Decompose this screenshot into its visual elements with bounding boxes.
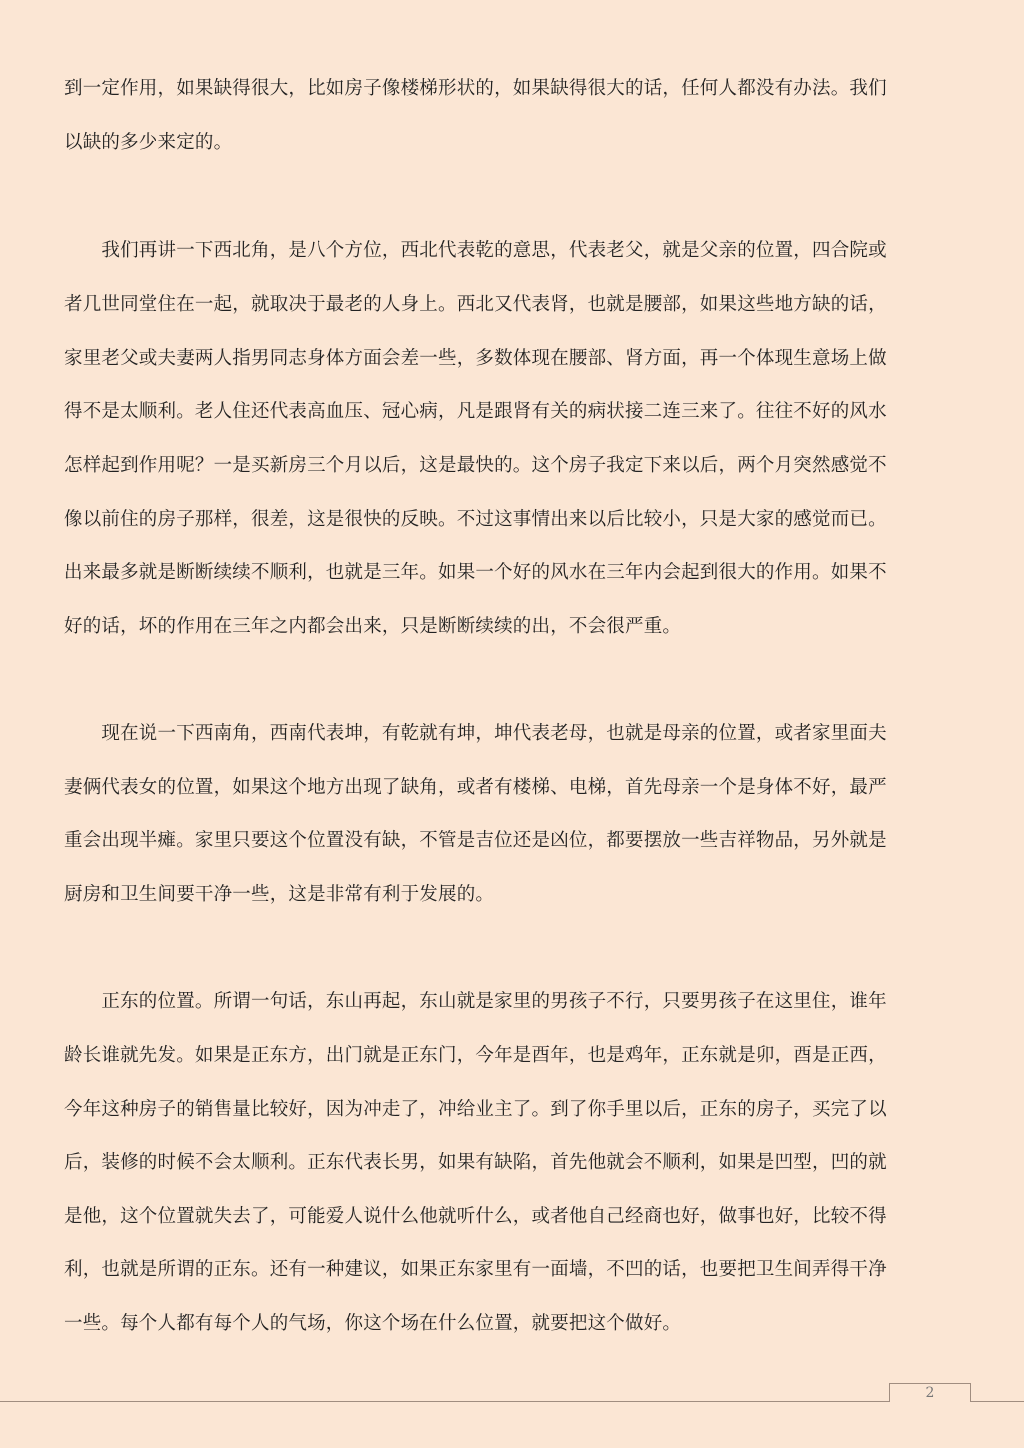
paragraph-2-line-1: 我们再讲一下西北角，是八个方位，西北代表乾的意思，代表老父，就是父亲的位置，四合院或 <box>64 240 887 261</box>
paragraph-4-line-7: 一些。每个人都有每个人的气场，你这个场在什么位置，就要把这个做好。 <box>64 1313 682 1334</box>
page-number: 2 <box>889 1383 971 1402</box>
paragraph-3-line-3: 重会出现半瘫。家里只要这个位置没有缺，不管是吉位还是凶位，都要摆放一些吉祥物品，另外就是 <box>64 830 887 851</box>
paragraph-4-line-1: 正东的位置。所谓一句话，东山再起，东山就是家里的男孩子不行，只要男孩子在这里住，谁年 <box>64 991 887 1012</box>
paragraph-3-line-2: 妻俩代表女的位置，如果这个地方出现了缺角，或者有楼梯、电梯，首先母亲一个是身体不好，最严 <box>64 777 887 798</box>
paragraph-2-line-4: 得不是太顺利。老人住还代表高血压、冠心病，凡是跟肾有关的病状接二连三来了。往往不好的风水 <box>64 401 887 422</box>
footer-rule <box>0 1401 1024 1402</box>
paragraph-1-line-2: 以缺的多少来定的。 <box>64 132 233 153</box>
paragraph-4-line-5: 是他，这个位置就失去了，可能爱人说什么他就听什么，或者他自己经商也好，做事也好，比较不得 <box>64 1206 887 1227</box>
paragraph-1-line-1: 到一定作用，如果缺得很大，比如房子像楼梯形状的，如果缺得很大的话，任何人都没有办法。我们 <box>64 78 887 99</box>
paragraph-3-line-4: 厨房和卫生间要干净一些，这是非常有利于发展的。 <box>64 884 495 905</box>
paragraph-4-line-3: 今年这种房子的销售量比较好，因为冲走了，冲给业主了。到了你手里以后，正东的房子，买完了以 <box>64 1099 887 1120</box>
paragraph-2-line-6: 像以前住的房子那样，很差，这是很快的反映。不过这事情出来以后比较小，只是大家的感觉而已。 <box>64 509 887 530</box>
paragraph-2-line-7: 出来最多就是断断续续不顺利，也就是三年。如果一个好的风水在三年内会起到很大的作用。如果不 <box>64 562 887 583</box>
paragraph-2-line-2: 者几世同堂住在一起，就取决于最老的人身上。西北又代表肾，也就是腰部，如果这些地方缺的话， <box>64 294 887 315</box>
paragraph-3-line-1: 现在说一下西南角，西南代表坤，有乾就有坤，坤代表老母，也就是母亲的位置，或者家里面夫 <box>64 723 887 744</box>
paragraph-2-line-3: 家里老父或夫妻两人指男同志身体方面会差一些，多数体现在腰部、肾方面，再一个体现生意场上做 <box>64 348 887 369</box>
paragraph-2-line-8: 好的话，坏的作用在三年之内都会出来，只是断断续续的出，不会很严重。 <box>64 616 682 637</box>
paragraph-4-line-2: 龄长谁就先发。如果是正东方，出门就是正东门，今年是酉年，也是鸡年，正东就是卯，酉是正西， <box>64 1045 887 1066</box>
paragraph-2-line-5: 怎样起到作用呢？一是买新房三个月以后，这是最快的。这个房子我定下来以后，两个月突然感觉不 <box>64 455 887 476</box>
paragraph-4-line-6: 利，也就是所谓的正东。还有一种建议，如果正东家里有一面墙，不凹的话，也要把卫生间弄得干净 <box>64 1259 887 1280</box>
paragraph-4-line-4: 后，装修的时候不会太顺利。正东代表长男，如果有缺陷，首先他就会不顺利，如果是凹型，凹的就 <box>64 1152 887 1173</box>
